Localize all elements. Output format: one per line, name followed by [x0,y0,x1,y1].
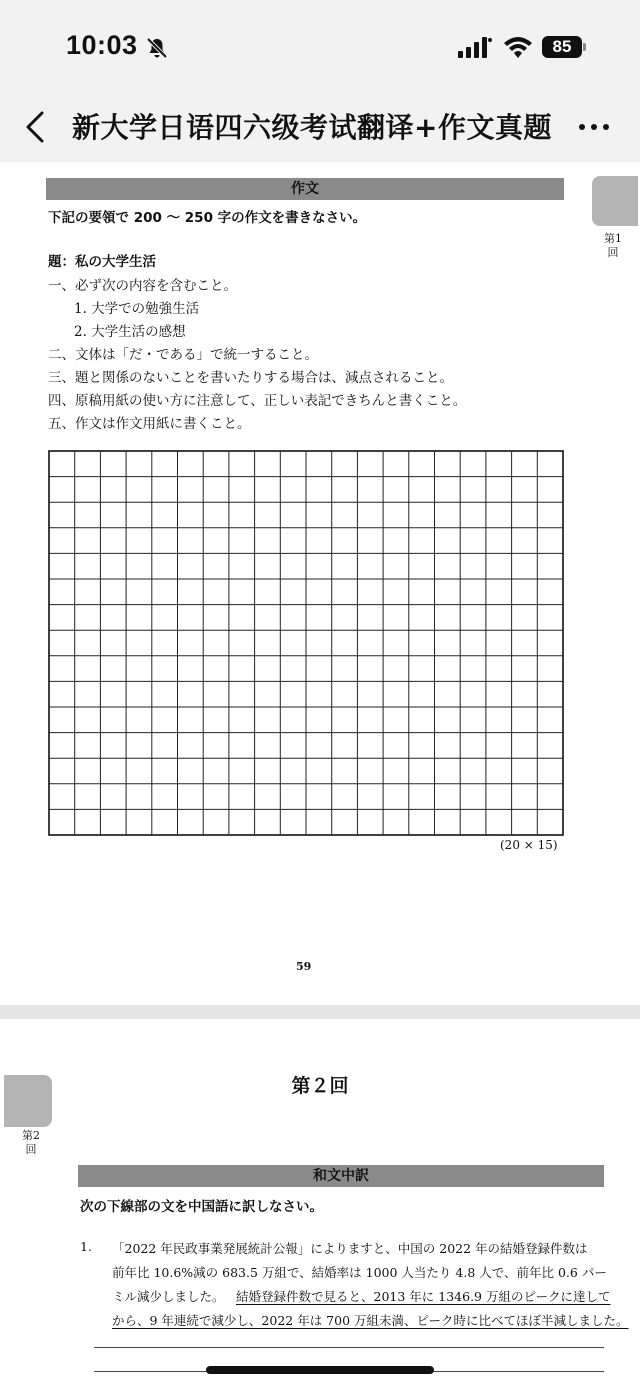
back-chevron-icon[interactable] [24,110,46,144]
answer-line-1 [94,1347,604,1348]
nav-title: 新大学日语四六级考试翻译+作文真题 [72,111,552,144]
document-page-1 [0,162,640,1005]
rule-1-item-2: 2. 大学生活の感想 [74,324,186,340]
bookmark-tab-round-1[interactable] [592,176,638,226]
item-number: 1. [80,1239,92,1254]
nav-bar [0,92,640,162]
status-time: 10:03 [66,30,138,60]
battery-tip [583,43,586,51]
composition-topic: 題：私の大学生活 [48,254,156,270]
section-header-composition: 作文 [46,178,564,200]
composition-instruction: 下記の要領で 200 ～ 250 字の作文を書きなさい。 [48,210,367,226]
translation-instruction: 次の下線部の文を中国語に訳しなさい。 [80,1199,323,1215]
passage-line-2: 前年比 10.6%減の 683.5 万組で、結婚率は 1000 人当たり 4.8 人で、前年比 0.6 パー [112,1265,607,1280]
underlined-sentence-part-2: から、9 年連続で減少し、2022 年は 700 万組未満、ピーク時に比べてほぼ半減しました。 [112,1313,629,1328]
wifi-icon [503,35,533,59]
page-separator [0,1005,640,1019]
rule-1: 一、必ず次の内容を含むこと。 [48,278,237,294]
grid-size-caption: (20 × 15) [500,838,558,852]
bell-muted-icon [145,36,169,60]
status-bar [0,0,640,92]
rule-4: 四、原稿用紙の使い方に注意して、正しい表記できちんと書くこと。 [48,393,467,409]
rule-3: 三、題と関係のないことを書いたりする場合は、減点されること。 [48,370,453,386]
cellular-signal-icon [458,36,492,58]
bookmark-tab-label: 第2回 [22,1129,40,1156]
passage-line-3: ミル減少しました。 [112,1289,225,1304]
rule-2: 二、文体は「だ・である」で統一すること。 [48,347,318,363]
more-options-icon[interactable] [578,122,610,132]
underlined-sentence-part-1: 結婚登録件数で見ると、2013 年に 1346.9 万組のピークに達して [236,1289,611,1304]
passage-line-1: 「2022 年民政事業発展統計公報」によりますと、中国の 2022 年の結婚登録件数は [112,1241,588,1256]
rule-5: 五、作文は作文用紙に書くこと。 [48,416,251,432]
manuscript-grid [48,450,564,836]
page-number: 59 [296,960,312,973]
document-page-2 [0,1019,640,1387]
round-title: 第２回 [291,1075,349,1097]
home-indicator[interactable] [206,1366,434,1374]
rule-1-item-1: 1. 大学での勉強生活 [74,301,200,317]
section-header-translation: 和文中訳 [78,1165,604,1187]
bookmark-tab-label: 第1回 [604,232,622,259]
battery-indicator: 85 [542,36,582,58]
